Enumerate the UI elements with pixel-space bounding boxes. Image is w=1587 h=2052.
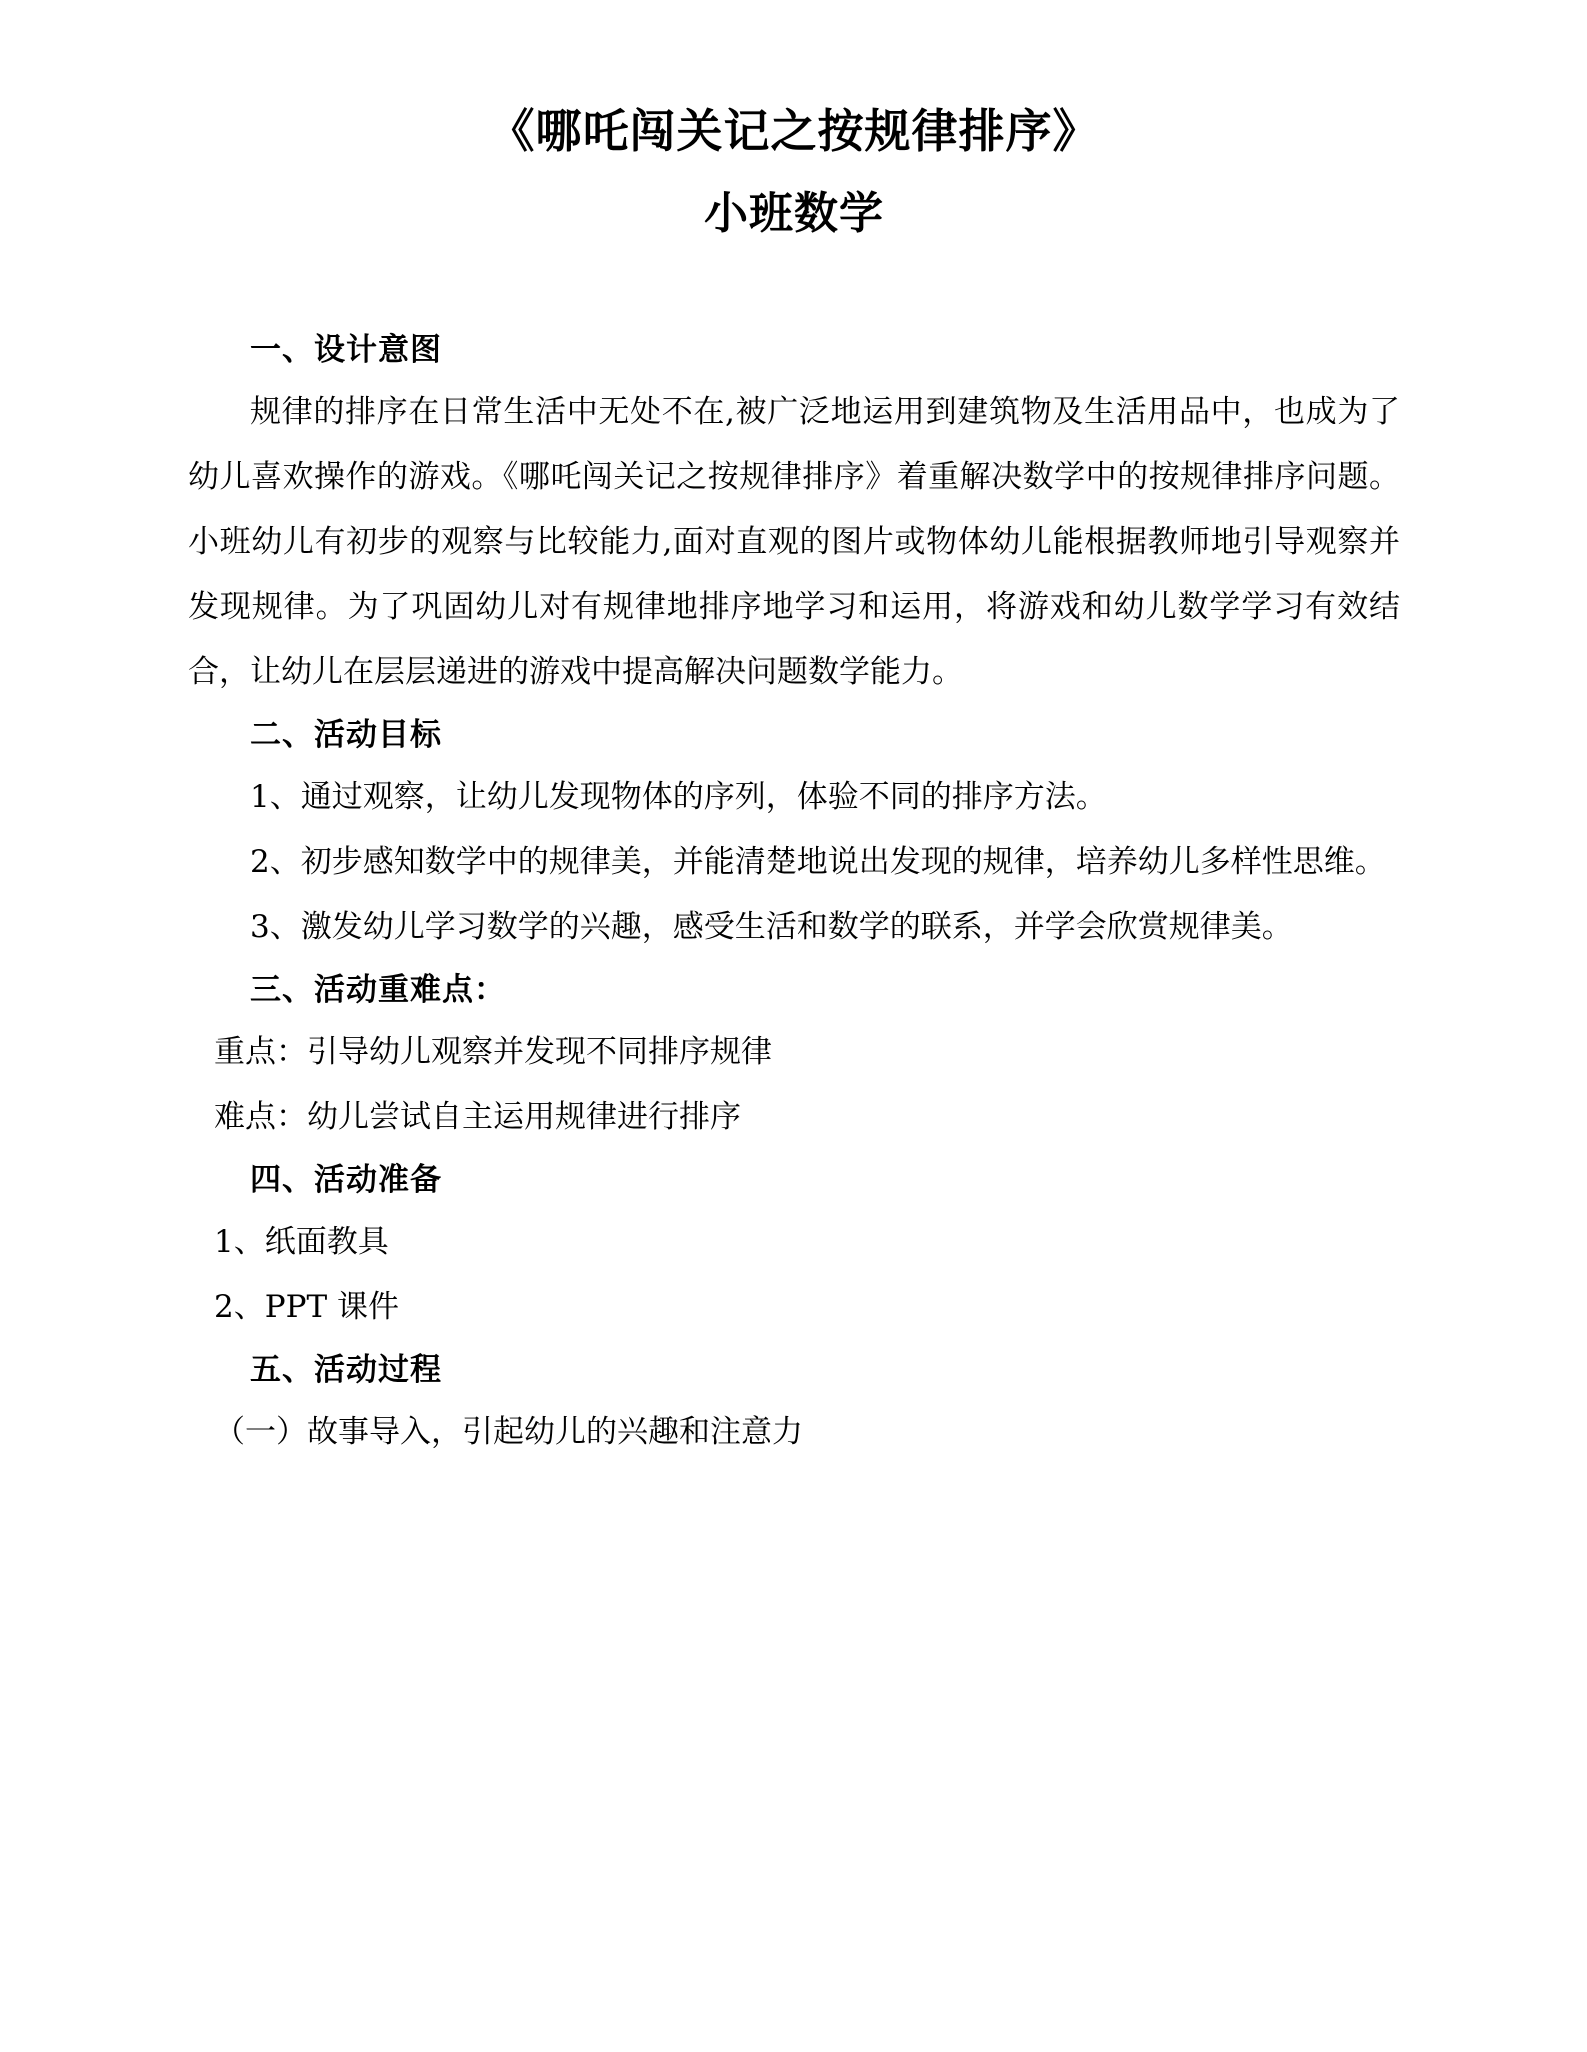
list-item: 3、激发幼儿学习数学的兴趣，感受生活和数学的联系，并学会欣赏规律美。: [250, 909, 1293, 945]
section-heading: 四、活动准备: [250, 1162, 442, 1198]
section-heading: 五、活动过程: [250, 1352, 442, 1388]
document-subtitle: 小班数学: [704, 188, 884, 239]
list-item: 1、通过观察，让幼儿发现物体的序列，体验不同的排序方法。: [250, 779, 1107, 815]
section-activity-process: [188, 1340, 1400, 1465]
section-activity-goals: [188, 705, 1400, 960]
list-item: 难点：幼儿尝试自主运用规律进行排序: [214, 1099, 741, 1135]
list-item: 重点：引导幼儿观察并发现不同排序规律: [214, 1034, 772, 1070]
document-title: 《哪吒闯关记之按规律排序》: [488, 104, 1100, 158]
list-item: （一）故事导入，引起幼儿的兴趣和注意力: [214, 1414, 803, 1450]
document-body: [188, 236, 1400, 1465]
section-design-intent: [188, 320, 1400, 705]
section-paragraph: 规律的排序在日常生活中无处不在,被广泛地运用到建筑物及生活用品中，也成为了幼儿喜欢操作的游戏。《哪吒闯关记之按规律排序》着重解决数学中的按规律排序问题。小班幼儿有初步的观察与比较能力,面对直观的图片或物体幼儿能根据教师地引导观察并发现规律。为了巩固幼儿对有规律地排序地学习和运用，将游戏和幼儿数学学习有效结合，让幼儿在层层递进的游戏中提高解决问题数学能力。: [188, 394, 1400, 690]
document-content: [188, 0, 1400, 1465]
section-activity-preparation: [188, 1150, 1400, 1340]
list-item: 1、纸面教具: [214, 1224, 389, 1260]
list-item: 2、PPT 课件: [214, 1289, 399, 1325]
list-item: 2、初步感知数学中的规律美，并能清楚地说出发现的规律，培养幼儿多样性思维。: [250, 844, 1386, 880]
section-heading: 一、设计意图: [250, 332, 442, 368]
section-key-difficulties: [188, 960, 1400, 1150]
section-heading: 三、活动重难点：: [250, 972, 506, 1008]
section-heading: 二、活动目标: [250, 717, 442, 753]
